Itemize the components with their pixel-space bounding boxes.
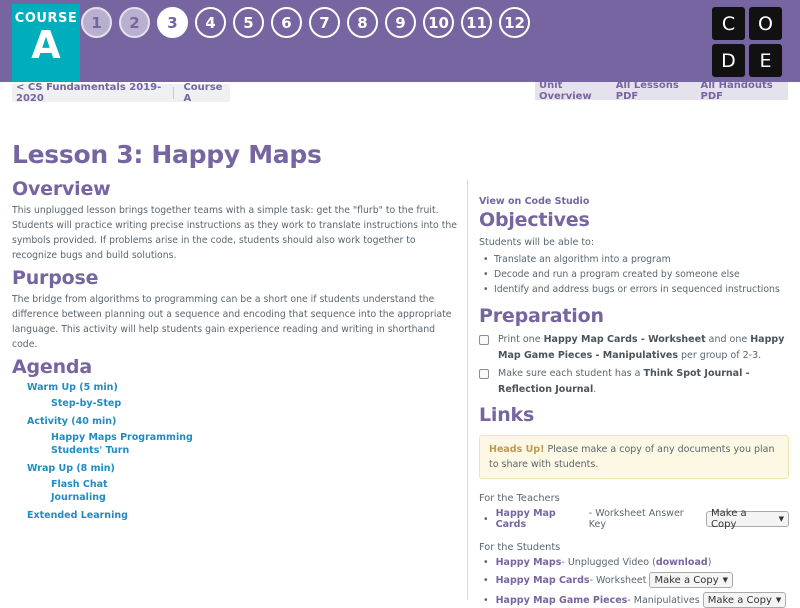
bullet: • [483,574,489,586]
view-on-code-studio-link[interactable]: View on Code Studio [479,196,590,207]
for-teachers-label: For the Teachers [479,493,560,504]
logo-letter-e: E [749,44,782,77]
prep-checkbox[interactable] [479,369,489,379]
happy-map-cards-worksheet-link[interactable]: Happy Map Cards [495,574,590,586]
objectives-list [479,252,789,297]
agenda-warm-up-link[interactable]: Warm Up (5 min) [27,382,118,393]
happy-map-cards-answer-key-link[interactable]: Happy Map Cards [495,508,556,530]
agenda-flash-chat-link[interactable]: Flash Chat [51,479,108,490]
agenda-activity-link[interactable]: Activity (40 min) [27,416,117,427]
prep-text-part: and one [705,334,751,345]
lesson-2-button[interactable]: 2 [119,7,150,38]
make-a-copy-label: Make a Copy [711,508,747,530]
agenda-list [12,382,460,521]
caret-down-icon: ▼ [778,515,784,523]
make-a-copy-dropdown[interactable] [706,508,789,530]
caret-down-icon: ▼ [722,576,729,584]
preparation-heading: Preparation [479,305,604,327]
objective-item: • Identify and address bugs or errors in sequenced instructions [479,282,789,297]
overview-text: This unplugged lesson brings together teams with a simple task: get the "flurb" to the fruit. Students will practice writing precise instructions as they work to translate instructions into the symbols provided. If problems arise in the code, students should also work together to recognize bugs and build solutions. [12,205,457,261]
student-link-row [479,557,789,568]
breadcrumb-back-link[interactable]: < CS Fundamentals 2019-2020 [16,82,162,104]
lesson-number-nav [81,7,530,38]
prep-text-part: Make sure each student has a [498,368,644,379]
make-a-copy-label: Make a Copy [654,574,719,586]
lesson-header [0,0,800,82]
agenda-extended-learning-link[interactable]: Extended Learning [27,510,128,521]
prep-text-bold: Think Spot Journal - Reflection Journal [498,368,750,395]
agenda-happy-maps-programming-link[interactable]: Happy Maps Programming [51,432,193,443]
bullet: • [483,594,489,606]
breadcrumb-course-link[interactable]: Course A [183,82,223,104]
course-word: COURSE [14,11,78,26]
lesson-4-button[interactable]: 4 [195,7,226,38]
breadcrumb [12,84,230,102]
for-students-label: For the Students [479,542,561,553]
objective-item: • Translate an algorithm into a program [479,252,789,267]
lesson-6-button[interactable]: 6 [271,7,302,38]
lesson-3-button[interactable]: 3 [157,7,188,38]
logo-letter-d: D [712,44,745,77]
agenda-wrap-up-link[interactable]: Wrap Up (8 min) [27,463,115,474]
course-letter: A [31,23,61,67]
student-link-row [479,592,789,608]
link-desc: - Unplugged Video ( [561,557,656,568]
alert-strong: Heads Up! [489,444,545,455]
link-desc: - Manipulatives [627,594,700,606]
make-a-copy-dropdown[interactable] [703,592,787,608]
all-lessons-pdf-link[interactable]: All Lessons PDF [615,80,679,102]
lesson-7-button[interactable]: 7 [309,7,340,38]
lesson-9-button[interactable]: 9 [385,7,416,38]
agenda-heading: Agenda [12,356,92,378]
happy-map-game-pieces-link[interactable]: Happy Map Game Pieces [495,594,628,606]
make-a-copy-dropdown[interactable] [649,572,733,588]
overview-heading: Overview [12,178,111,200]
objectives-heading: Objectives [479,209,590,231]
objective-item: • Decode and run a program created by someone else [479,267,789,282]
teacher-link-row [479,508,789,530]
link-desc: - Worksheet [589,574,647,586]
lesson-5-button[interactable]: 5 [233,7,264,38]
purpose-heading: Purpose [12,267,99,289]
download-link[interactable]: download [655,557,708,568]
agenda-students-turn-link[interactable]: Students' Turn [51,445,130,456]
prep-item-text [498,366,789,398]
lesson-1-button[interactable]: 1 [81,7,112,38]
prep-text-part: per group of 2-3. [677,350,762,361]
purpose-text: The bridge from algorithms to programming can be a short one if students understand the difference between planning out a sequence and encoding that sequence into the appropriate language. This activity will help students gain experience reading and writing in shorthand code. [12,294,452,350]
right-column [479,189,789,608]
code-org-logo[interactable] [712,7,782,77]
link-desc-end: ) [707,557,712,568]
all-handouts-pdf-link[interactable]: All Handouts PDF [700,80,773,102]
prep-item-text [498,332,789,364]
unit-overview-link[interactable]: Unit Overview [539,80,592,102]
make-a-copy-label: Make a Copy [707,594,772,606]
logo-letter-c: C [712,7,745,40]
prep-item-journal [479,366,789,398]
course-badge[interactable] [12,4,80,82]
alert-text: Please make a copy of any documents you plan to share with students. [489,444,775,470]
pdf-links-bar [535,82,788,100]
bullet: • [483,513,489,525]
link-desc: - Worksheet Answer Key [588,508,684,530]
agenda-step-by-step-link[interactable]: Step-by-Step [51,398,122,409]
left-column [12,178,460,526]
prep-text-part: Print one [498,334,544,345]
lesson-11-button[interactable]: 11 [461,7,492,38]
lesson-12-button[interactable]: 12 [499,7,530,38]
caret-down-icon: ▼ [775,596,782,604]
heads-up-alert [479,435,789,479]
prep-item-print [479,332,789,364]
prep-checkbox[interactable] [479,335,489,345]
prep-text-bold: Happy Map Game Pieces - Manipulatives [498,334,785,361]
breadcrumb-divider [173,87,174,99]
logo-letter-o: O [749,7,782,40]
student-link-row [479,572,789,588]
objectives-label: Students will be able to: [479,237,595,248]
page-title: Lesson 3: Happy Maps [12,140,322,169]
column-divider [467,180,468,600]
happy-maps-video-link[interactable]: Happy Maps [495,557,562,568]
lesson-10-button[interactable]: 10 [423,7,454,38]
lesson-8-button[interactable]: 8 [347,7,378,38]
prep-text-bold: Happy Map Cards - Worksheet [543,334,706,345]
agenda-journaling-link[interactable]: Journaling [51,492,106,503]
bullet: • [483,557,489,568]
links-heading: Links [479,404,535,426]
prep-text-part: . [593,384,597,395]
